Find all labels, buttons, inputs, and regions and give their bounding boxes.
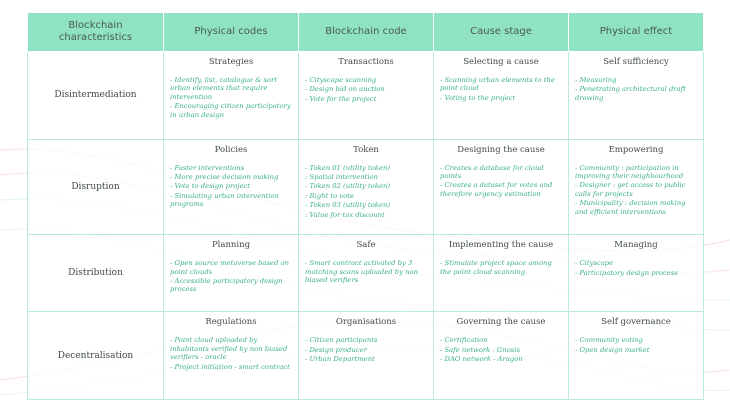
bullet-item: - Point cloud uploaded by inhabitants verified by non biased verifiers - oracle [170, 336, 288, 362]
cell [299, 312, 434, 400]
bullet-list [164, 76, 298, 119]
cell-title: Self governance [601, 317, 671, 328]
cell [569, 52, 704, 140]
cell-title: Selecting a cause [463, 57, 539, 67]
bullet-item: - Token 01 (utility token) [305, 163, 391, 172]
bullet-item: - Token 03 (utility token) [305, 201, 391, 210]
bullet-item: - Certification [440, 336, 488, 345]
bullet-list [164, 336, 298, 371]
row-label: Distribution [28, 235, 164, 312]
cell-title: Regulations [205, 317, 257, 328]
bullet-item: - Token 02 (utility token) [305, 182, 391, 191]
bullet-item: - Encouraging citizen participatory in urban design [170, 102, 291, 119]
bullet-list [299, 164, 433, 219]
header-blockchain-characteristics: Blockchain characteristics [28, 13, 164, 52]
bullet-item: - Vote for the project [305, 94, 377, 103]
cell [299, 52, 434, 140]
row-label: Decentralisation [28, 312, 164, 400]
cell [569, 235, 704, 312]
cell [569, 139, 704, 235]
cell-title: Policies [214, 144, 248, 155]
cell-title: Safe [356, 240, 376, 251]
bullet-item: : Spatial intervention [305, 172, 378, 181]
bullet-item: - Cityscape scanning [305, 76, 377, 84]
bullet-item: - Voting to the project [440, 93, 516, 102]
bullet-list [164, 259, 298, 294]
bullet-list [569, 336, 703, 354]
bullet-item: - More precise decision making [170, 172, 279, 181]
cell [569, 312, 704, 400]
bullet-item: - Stimulate project space among the point cloud scanning [440, 259, 552, 276]
bullet-item: - Faster interventions [170, 163, 245, 172]
cell-title: Planning [211, 240, 251, 251]
bullet-item: - Accessible participatory design process [170, 277, 283, 294]
bullet-item: - Penetrating architectural draft drawing [575, 85, 686, 102]
cell [164, 235, 299, 312]
bullet-item: - Measuring [575, 76, 617, 84]
bullet-item: - Design bid on auction [305, 85, 385, 94]
cell [299, 235, 434, 312]
bullet-item: - Participatory design process [575, 268, 678, 277]
cell-title: Managing [614, 240, 658, 251]
header-blockchain-code: Blockchain code [299, 13, 434, 52]
cell-title: Designing the cause [457, 144, 545, 155]
bullet-list [164, 164, 298, 209]
bullet-list [434, 336, 568, 363]
cell [164, 312, 299, 400]
cell [164, 52, 299, 140]
bullet-list [569, 76, 703, 102]
cell-title: Strategies [208, 57, 254, 67]
bullet-item: - DAO network - Aragon [440, 355, 523, 364]
bullet-item: - Creates a dataset for votes and therefore urgency estimation [440, 181, 553, 198]
bullet-item: : Value for tax discount [305, 210, 385, 219]
bullet-list [299, 259, 433, 284]
cell [434, 52, 569, 140]
header-physical-codes: Physical codes [164, 13, 299, 52]
header-physical-effect: Physical effect [569, 13, 704, 52]
bullet-item: - Scanning urban elements to the point cloud [440, 76, 555, 93]
bullet-item: - Project initiation - smart contract [170, 362, 290, 371]
cell-title: Empowering [608, 144, 664, 155]
cell [434, 312, 569, 400]
row-label: Disruption [28, 139, 164, 235]
bullet-list [299, 336, 433, 363]
cell-title: Implementing the cause [448, 240, 554, 251]
header-row [28, 13, 704, 52]
bullet-item: - Smart contract activated by 3 matching scans uploaded by non biased verifiers [305, 259, 418, 285]
bullet-item: - Creates a database for cloud points [440, 163, 544, 180]
bullet-list [569, 259, 703, 277]
bullet-item: - Design producer [305, 345, 367, 354]
bullet-item: - Community voting [575, 336, 643, 345]
bullet-item: - Open design market [575, 345, 650, 354]
cell-title: Organisations [335, 317, 397, 328]
bullet-item: - Designer : get access to public calls for projects [575, 181, 686, 198]
bullet-item: - Community : participation in improving their neighbourhood [575, 163, 684, 180]
bullet-item: - Urban Department [305, 355, 375, 364]
row-label: Disintermediation [28, 52, 164, 140]
table-row [28, 235, 704, 312]
cell [434, 235, 569, 312]
bullet-list [434, 164, 568, 199]
bullet-item: - Vote to design project [170, 182, 251, 191]
blockchain-table [27, 12, 703, 400]
cell [164, 139, 299, 235]
bullet-item: - Citizen participants [305, 336, 378, 345]
bullet-item: : Right to vote [305, 191, 355, 200]
cell-title: Self sufficiency [603, 57, 669, 67]
bullet-item: - Simulating urban intervention programs [170, 191, 279, 209]
bullet-item: - Municipality : decision making and efficient interventions [575, 199, 686, 216]
cell [434, 139, 569, 235]
bullet-list [434, 259, 568, 276]
bullet-list [569, 164, 703, 216]
bullet-list [299, 76, 433, 103]
table-row [28, 52, 704, 140]
bullet-item: - Identify, list, catalogue & sort urban elements that require intervention [170, 76, 278, 101]
cell-title: Governing the cause [456, 317, 546, 328]
bullet-item: - Open source metaverse based on point clouds [170, 259, 290, 276]
cell-title: Transactions [338, 57, 394, 67]
cell [299, 139, 434, 235]
bullet-list [434, 76, 568, 102]
cell-title: Token [353, 144, 379, 155]
bullet-item: - Cityscape [575, 259, 614, 268]
table-row [28, 312, 704, 400]
bullet-item: - Safe network - Gnosis [440, 345, 520, 354]
table-row [28, 139, 704, 235]
header-cause-stage: Cause stage [434, 13, 569, 52]
